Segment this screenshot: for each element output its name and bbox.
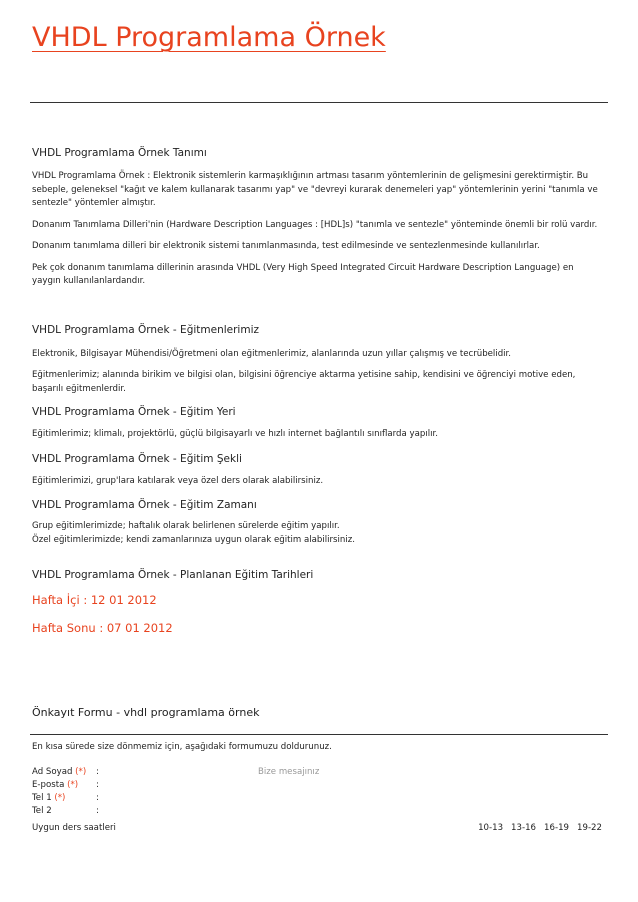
colon: :: [96, 793, 99, 803]
colon: :: [96, 806, 99, 816]
paragraph: Eğitimlerimiz; klimalı, projektörlü, güçlü bilgisayarlı ve hızlı internet bağlantılı sınıflarda yapılır.: [32, 429, 438, 439]
paragraph: Donanım tanımlama dilleri bir elektronik sistemi tanımlanmasında, test edilmesinde ve sentezlenmesinde kullanılırlar.: [32, 241, 540, 251]
section-heading-egitmenler: VHDL Programlama Örnek - Eğitmenlerimiz: [32, 323, 260, 336]
section-heading-tarihler: VHDL Programlama Örnek - Planlanan Eğitim Tarihleri: [32, 569, 314, 581]
colon: :: [96, 767, 99, 777]
paragraph: Özel eğitimlerimizde; kendi zamanlarınıza uygun olarak eğitim alabilirsiniz.: [32, 534, 355, 545]
date-weekday: Hafta İçi : 12 01 2012: [32, 593, 157, 607]
colon: :: [96, 780, 99, 790]
hours-option[interactable]: 13-16: [511, 823, 537, 833]
required-mark: (*): [54, 793, 66, 803]
hours-option[interactable]: 16-19: [544, 823, 570, 833]
hours-option[interactable]: 10-13: [478, 823, 504, 833]
field-tel1-label: Tel 1: [32, 793, 52, 803]
field-tel2[interactable]: [32, 806, 232, 816]
section-heading-yer: VHDL Programlama Örnek - Eğitim Yeri: [32, 406, 236, 418]
message-textarea[interactable]: Bize mesajınız: [258, 767, 320, 777]
hours-label: Uygun ders saatleri: [32, 823, 116, 833]
paragraph: Pek çok donanım tanımlama dillerinin arasında VHDL (Very High Speed Integrated Circuit Hardware Description Language) en yaygın kullanılanlardandır.: [32, 262, 574, 286]
section-heading-sekil: VHDL Programlama Örnek - Eğitim Şekli: [32, 452, 242, 465]
section-heading-tanim: VHDL Programlama Örnek Tanımı: [32, 147, 207, 159]
page-title: VHDL Programlama Örnek: [32, 22, 386, 53]
paragraph: Eğitimlerimizi, grup'lara katılarak veya özel ders olarak alabilirsiniz.: [32, 475, 324, 486]
title-divider: [30, 102, 608, 103]
field-tel2-label: Tel 2: [32, 806, 52, 816]
required-mark: (*): [75, 767, 87, 777]
paragraph: Donanım Tanımlama Dilleri'nin (Hardware Description Languages : [HDL]s) "tanımla ve sentezle" yönteminde önemli bir rolü vardır.: [32, 219, 598, 230]
paragraph: Eğitmenlerimiz; alanında birikim ve bilgisi olan, bilgisini öğrenciye aktarma yetisine sahip, kendisini ve öğrenciyi motive eden, başarılı eğitmenlerdir.: [32, 370, 576, 394]
form-title: Önkayıt Formu - vhdl programlama örnek: [32, 706, 260, 719]
form-divider: [30, 734, 608, 735]
field-email[interactable]: [32, 780, 232, 790]
field-name-label: Ad Soyad: [32, 767, 73, 777]
required-mark: (*): [67, 780, 79, 790]
field-tel1[interactable]: [32, 793, 232, 803]
section-heading-zaman: VHDL Programlama Örnek - Eğitim Zamanı: [32, 499, 257, 511]
paragraph: VHDL Programlama Örnek : Elektronik sistemlerin karmaşıklığının artması tasarım yöntemlerinin de gelişmesini gerektirmiştir. Bu sebeple, geleneksel "kağıt ve kalem kullanarak tasarımı yap" ve "devreyi kurarak denemeleri yap" yöntemlerinin yerini "tanımla ve sentezle" yöntemler almıştır.: [32, 171, 598, 208]
paragraph: Grup eğitimlerimizde; haftalık olarak belirlenen sürelerde eğitim yapılır.: [32, 521, 340, 531]
field-email-label: E-posta: [32, 780, 65, 790]
paragraph: Elektronik, Bilgisayar Mühendisi/Öğretmeni olan eğitmenlerimiz, alanlarında uzun yıllar çalışmış ve tecrübelidir.: [32, 348, 512, 359]
hours-options: [478, 823, 602, 833]
main-content: [32, 147, 602, 635]
preregistration-form: [32, 706, 608, 719]
date-weekend: Hafta Sonu : 07 01 2012: [32, 621, 173, 635]
form-intro: En kısa sürede size dönmemiz için, aşağıdaki formumuzu doldurunuz.: [32, 742, 332, 752]
field-name[interactable]: [32, 767, 232, 777]
hours-option[interactable]: 19-22: [577, 823, 602, 833]
form-body: [32, 742, 608, 842]
